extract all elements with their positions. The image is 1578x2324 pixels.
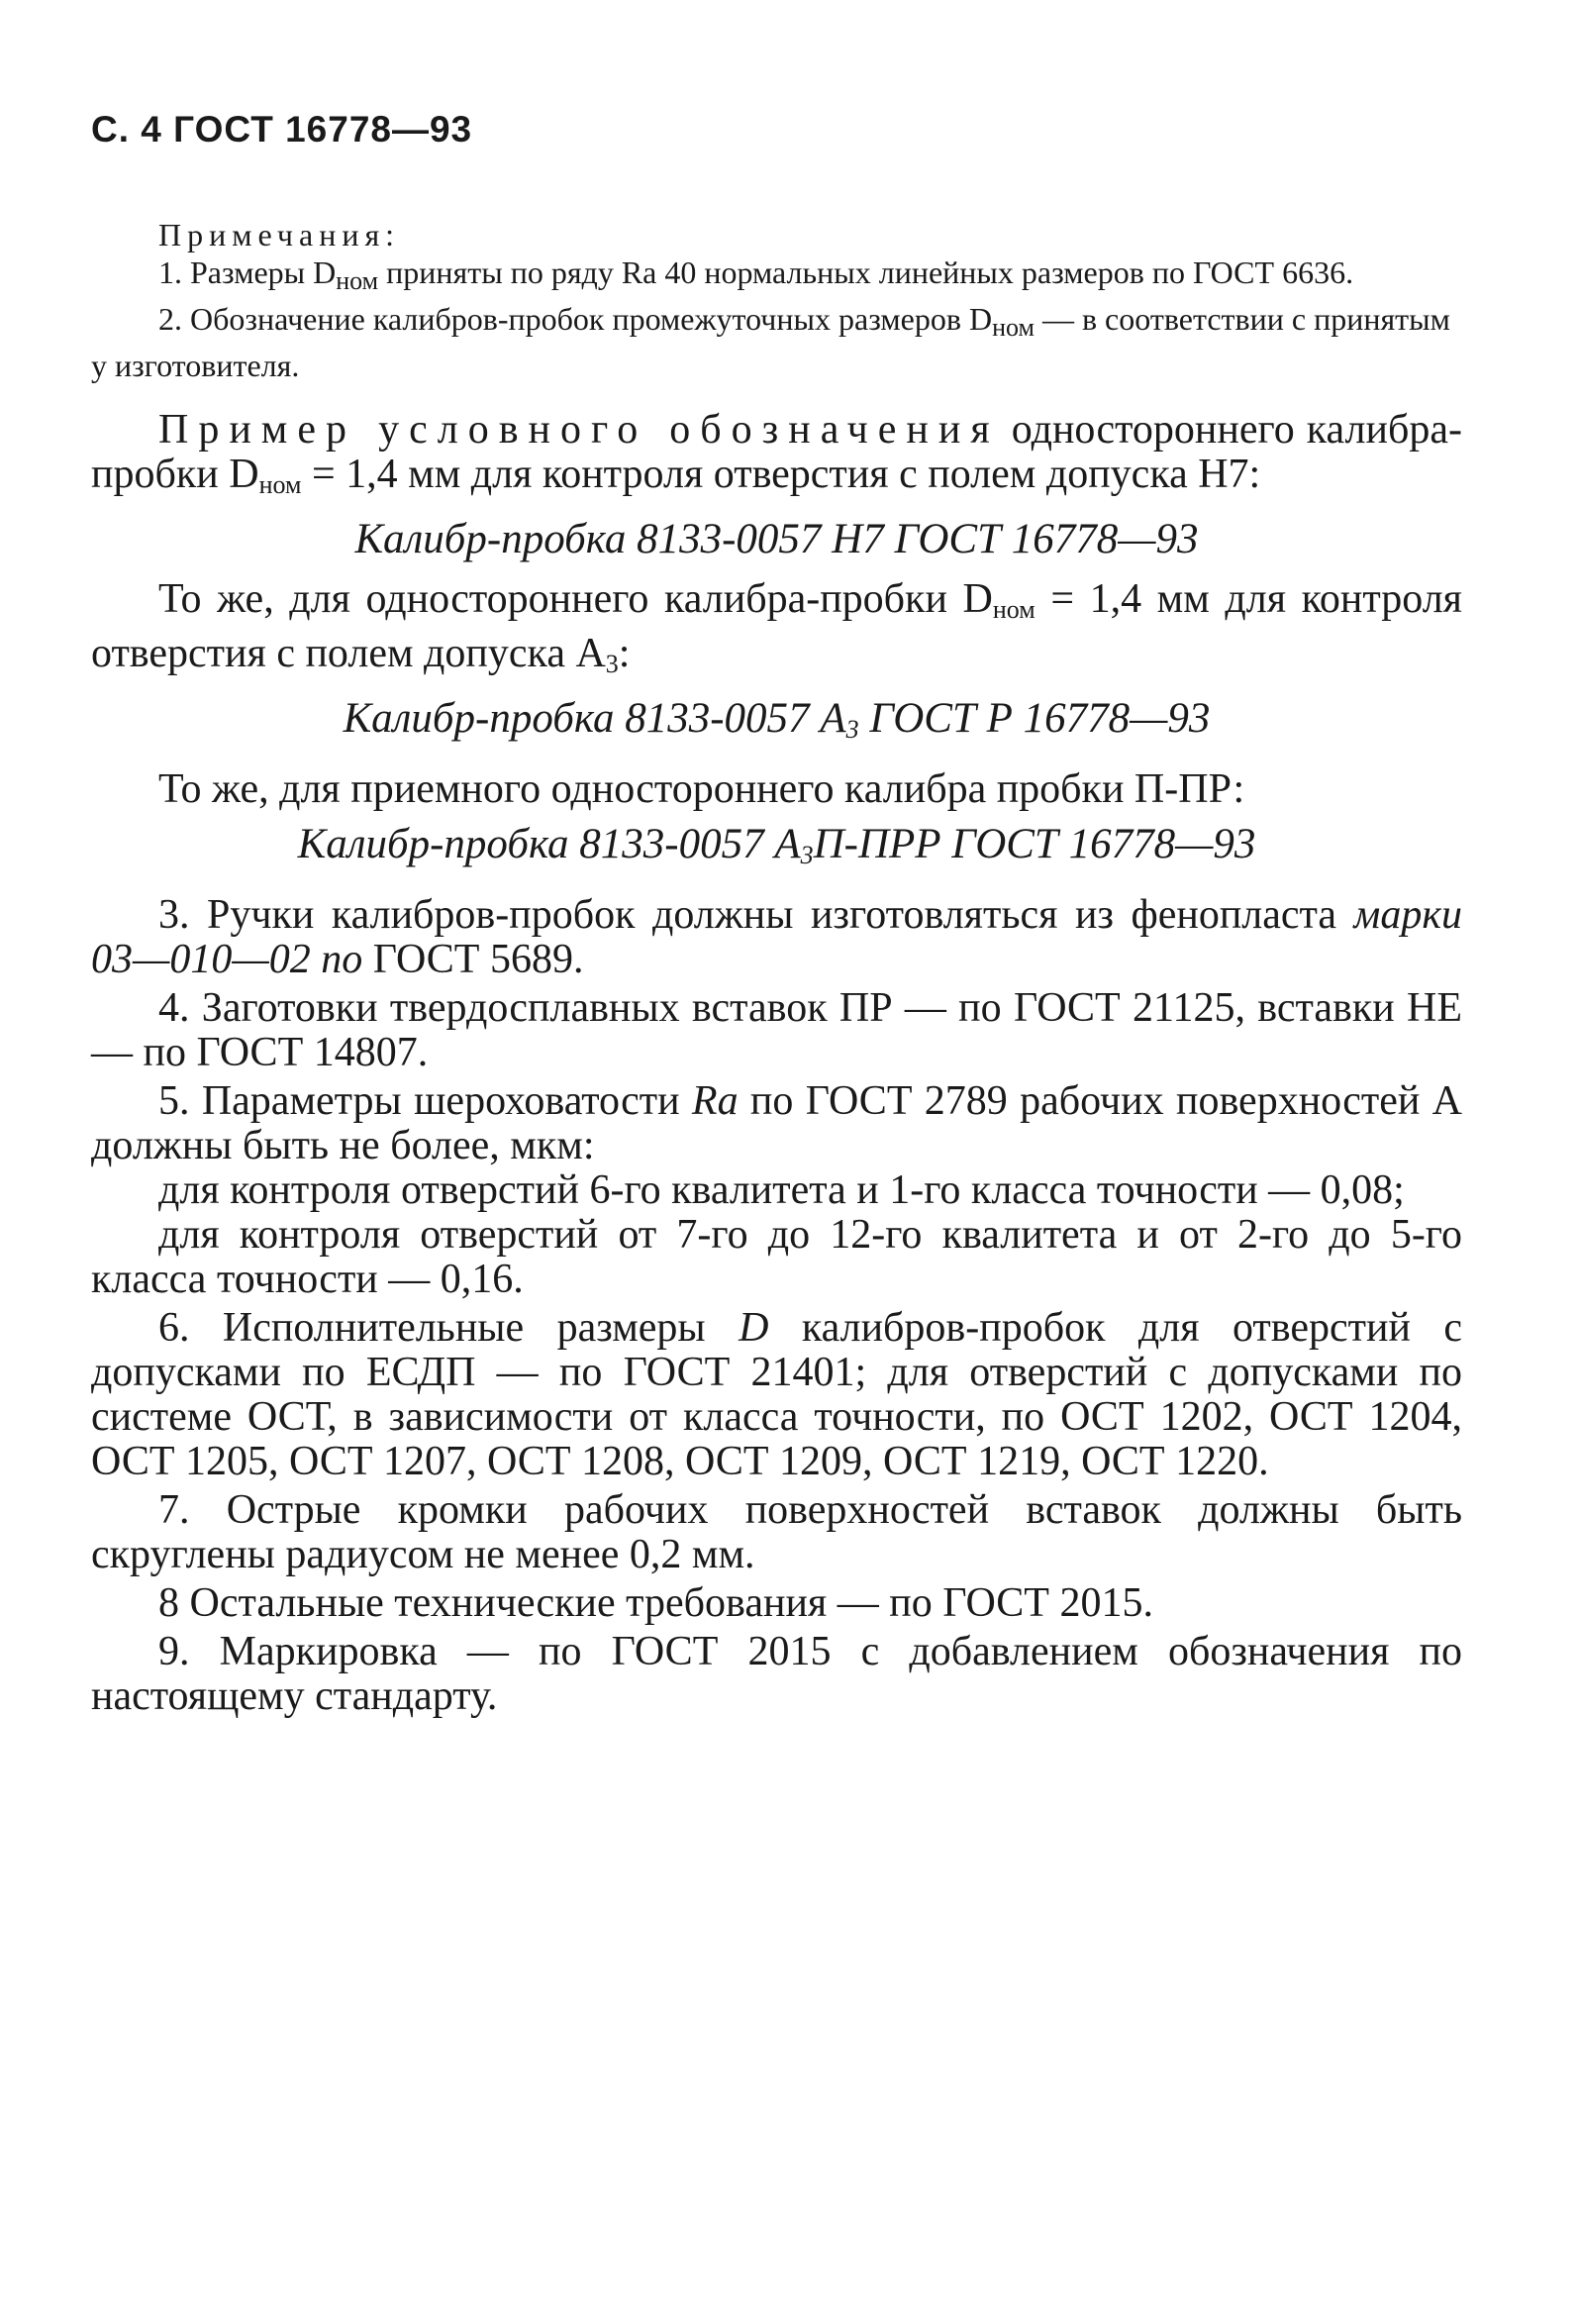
item-6 [91,1306,1462,1484]
item-5-text-b: по ГОСТ 2789 рабочих поверхностей А должны быть не более, мкм: [91,1078,1462,1168]
item-5-ra: Ra [691,1078,739,1124]
same-1-subscript-2: 3 [605,650,619,678]
item-3-text-b: ГОСТ 5689. [362,937,584,982]
item-7: 7. Острые кромки рабочих поверхностей вставок должны быть скруглены радиусом не менее 0,2 мм. [91,1487,1462,1577]
notes-block [91,216,1462,384]
note-2-text-a: 2. Обозначение калибров-пробок промежуточных размеров D [158,301,993,337]
example-lead-text-a: одностороннего калибра-пробки D [91,407,1462,497]
note-1-text-a: 1. Размеры D [158,254,337,290]
item-6-d: D [739,1305,769,1351]
note-2-text-b: — в соответствии с принятым у изготовителя. [91,301,1450,383]
item-8: 8 Остальные технические требования — по ГОСТ 2015. [158,1580,1153,1626]
note-2-subscript: ном [992,313,1035,342]
same-1-text-c: : [618,631,631,676]
note-2 [91,300,1462,384]
formula-3-text-b: П-ПРР ГОСТ 16778—93 [813,821,1256,867]
page-header: С. 4 ГОСТ 16778—93 [91,109,473,150]
notes-title: Примечания: [158,217,401,253]
example-lead [91,408,1462,507]
formula-2-subscript: 3 [845,715,859,744]
item-5 [91,1079,1462,1168]
example-lead-spaced: Пример условного обозначения [158,407,1000,453]
example-lead-subscript: ном [258,470,302,499]
item-5-text-a: 5. Параметры шероховатости [158,1078,692,1124]
example-lead-text-b: = 1,4 мм для контроля отверстия с полем допуска H7: [301,452,1261,497]
designation-formula-2 [91,696,1462,752]
same-1-text-a: То же, для одностороннего калибра-пробки D [158,576,993,622]
item-3-italic: марки 03—010—02 по [91,892,1462,982]
same-1-subscript: ном [992,595,1036,624]
same-paragraph-2: То же, для приемного одностороннего калибра пробки П-ПР: [158,766,1245,812]
note-1 [91,253,1462,300]
item-5-sub-1: для контроля отверстий 6-го квалитета и 1-го класса точности — 0,08; [158,1167,1405,1213]
same-paragraph-1 [91,577,1462,686]
note-1-text-b: приняты по ряду Ra 40 нормальных линейных размеров по ГОСТ 6636. [378,254,1354,290]
item-9: 9. Маркировка — по ГОСТ 2015 с добавлением обозначения по настоящему стандарту. [91,1629,1462,1719]
main-text [91,408,1462,1719]
item-3 [91,893,1462,982]
formula-3-subscript: 3 [800,841,814,869]
item-4: 4. Заготовки твердосплавных вставок ПР — по ГОСТ 21125, вставки НЕ — по ГОСТ 14807. [91,985,1462,1075]
same-1-text-b: = 1,4 мм для контроля отверстия с полем допуска A [91,576,1462,676]
note-1-subscript: ном [336,266,379,295]
formula-2-text-a: Калибр-пробка 8133-0057 A [343,695,846,742]
item-6-text-b: калибров-пробок для отверстий с допусками по ЕСДП — по ГОСТ 21401; для отверстий с допусками по системе ОСТ, в зависимости от класса точности, по ОСТ 1202, ОСТ 1204, ОСТ 1205, ОСТ 1207, ОСТ 1208, ОСТ 1209, ОСТ 1219, ОСТ 1220. [91,1305,1462,1484]
designation-formula-3 [91,822,1462,877]
item-6-text-a: 6. Исполнительные размеры [158,1305,740,1351]
designation-formula-1: Калибр-пробка 8133-0057 H7 ГОСТ 16778—93 [354,516,1199,562]
formula-2-text-b: ГОСТ Р 16778—93 [858,695,1211,742]
item-3-text-a: 3. Ручки калибров-пробок должны изготовляться из фенопласта [158,892,1354,938]
item-5-sub-2: для контроля отверстий от 7-го до 12-го квалитета и от 2-го до 5-го класса точности — 0,16. [91,1212,1462,1302]
formula-3-text-a: Калибр-пробка 8133-0057 A [297,821,801,867]
